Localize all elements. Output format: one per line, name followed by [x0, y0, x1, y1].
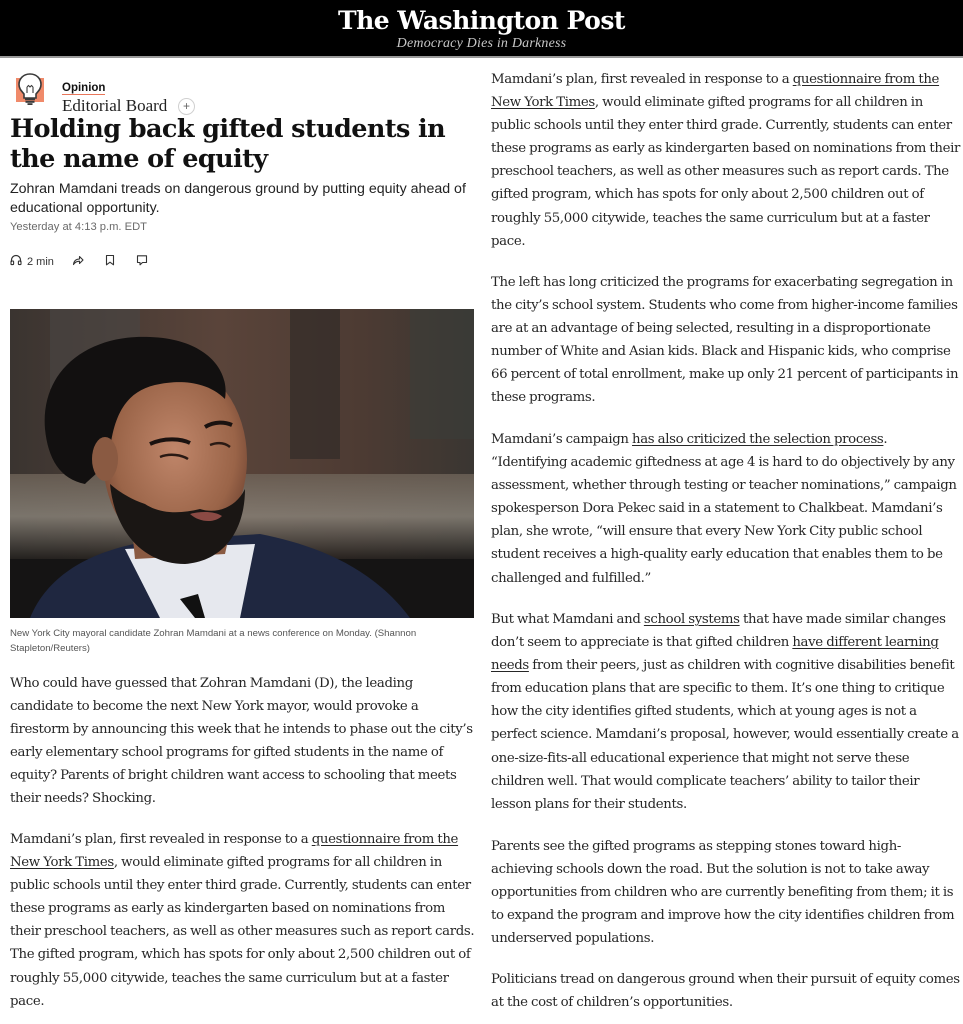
article-paragraph — [491, 428, 961, 590]
follow-author-button[interactable] — [178, 98, 195, 115]
comments-button[interactable] — [136, 253, 148, 271]
paragraph-text: , would eliminate gifted programs for all children in public schools until they enter third grade. Currently, students can enter these programs as early as kindergarten based on nominations from their preschool teachers, as well as other measures such as report cards. The gifted program, which has spots for only about 2,500 children out of roughly 55,000 citywide, teaches the same curriculum but at a faster pace. — [491, 95, 960, 249]
article-paragraph: Parents see the gifted programs as stepping stones toward high-achieving schools down the road. But the solution is not to take away opportunities from children who are currently benefiting from them; it is to expand the program and improve how the city identifies children from underserved populations. — [491, 839, 955, 947]
article-paragraph: Who could have guessed that Zohran Mamdani (D), the leading candidate to become the next New York mayor, would provoke a firestorm by announcing this week that he intends to phase out the city’s early elementary school programs for gifted students in the name of equity? Parents of bright children want access to schooling that meets their needs? Shocking. — [10, 676, 473, 807]
photo-image — [10, 309, 474, 618]
bookmark-icon — [104, 253, 116, 271]
article-headline: Holding back gifted students in the name of equity — [10, 114, 446, 174]
article-timestamp: Yesterday at 4:13 p.m. EDT — [10, 221, 148, 233]
selection-process-link[interactable]: has also criticized the selection process — [632, 432, 884, 447]
paragraph-text: . “Identifying academic giftedness at age 4 is hard to do objectively by any assessment, whether through testing or teacher nominations,” campaign spokesperson Dora Pekec said in a statement to Chalkbeat. Mamdani’s plan, she wrote, “will ensure that every New York City public school student receives a high-quality early education that enables them to be challenged and fulfilled.” — [491, 432, 957, 586]
paragraph-text: , would eliminate gifted programs for all children in public schools until they enter third grade. Currently, students can enter these programs as early as kindergarten based on nominations from their preschool teachers, as well as other measures such as report cards. The gifted program, which has spots for only about 2,500 children out of roughly 55,000 citywide, teaches the same curriculum but at a faster pace. — [10, 855, 475, 1009]
article-paragraph — [10, 828, 476, 1013]
article-photo[interactable] — [10, 309, 474, 618]
paragraph-text: But what Mamdani and — [491, 612, 644, 627]
washington-post-logo[interactable]: The Washington Post — [338, 6, 625, 35]
headphones-icon — [10, 253, 22, 271]
listen-button[interactable] — [10, 253, 54, 271]
article-actions — [10, 253, 210, 271]
comment-icon — [136, 253, 148, 271]
learning-needs-link[interactable]: have different learning needs — [491, 635, 939, 674]
paragraph-text: Mamdani’s plan, first revealed in response to a — [10, 832, 312, 847]
article-paragraph — [491, 608, 961, 816]
paragraph-text: from their peers, just as children with cognitive disabilities benefit from education plans that are specific to them. It’s one thing to critique how the city identifies gifted students, which at young ages is not a perfect science. Mamdani’s proposal, however, would essentially create a one-size-fits-all educational experience that might not serve these children well. That would complicate teachers’ ability to tailor their lesson plans for their students. — [491, 658, 959, 812]
listen-duration: 2 min — [27, 256, 54, 268]
plus-icon: + — [182, 99, 190, 113]
article-paragraph: The left has long criticized the programs for exacerbating segregation in the city’s school system. Students who come from higher-income families are at an advantage of being selected, resulting in a disproportionate number of White and Asian kids. Black and Hispanic kids, who comprise 66 percent of total enrollment, make up only 21 percent of participants in these programs. — [491, 275, 959, 406]
author-link[interactable]: Editorial Board — [62, 96, 168, 115]
save-button[interactable] — [104, 253, 116, 271]
paragraph-text: that have made similar changes don’t seem to appreciate is that gifted children — [491, 612, 946, 651]
masthead — [0, 0, 963, 58]
questionnaire-link[interactable]: questionnaire from the New York Times — [491, 72, 940, 111]
article-subhead: Zohran Mamdani treads on dangerous ground by putting equity ahead of educational opportunity. — [10, 181, 466, 216]
byline — [16, 70, 476, 115]
questionnaire-link[interactable]: questionnaire from the New York Times — [10, 832, 459, 871]
share-button[interactable] — [72, 253, 84, 271]
masthead-tagline: Democracy Dies in Darkness — [396, 36, 567, 51]
paragraph-text: Mamdani’s campaign — [491, 432, 633, 447]
photo-caption: New York City mayoral candidate Zohran Mamdani at a news conference on Monday. (Shannon Stapleton/Reuters) — [10, 628, 417, 654]
school-systems-link[interactable]: school systems — [643, 612, 740, 627]
paragraph-text: Mamdani’s plan, first revealed in response to a — [491, 72, 793, 87]
opinion-section-link[interactable]: Opinion — [62, 82, 106, 94]
article-paragraph: Politicians tread on dangerous ground when their pursuit of equity comes at the cost of children’s opportunities. — [491, 972, 960, 1011]
share-icon — [72, 253, 84, 271]
article-paragraph — [491, 68, 961, 253]
lightbulb-icon — [16, 72, 44, 106]
